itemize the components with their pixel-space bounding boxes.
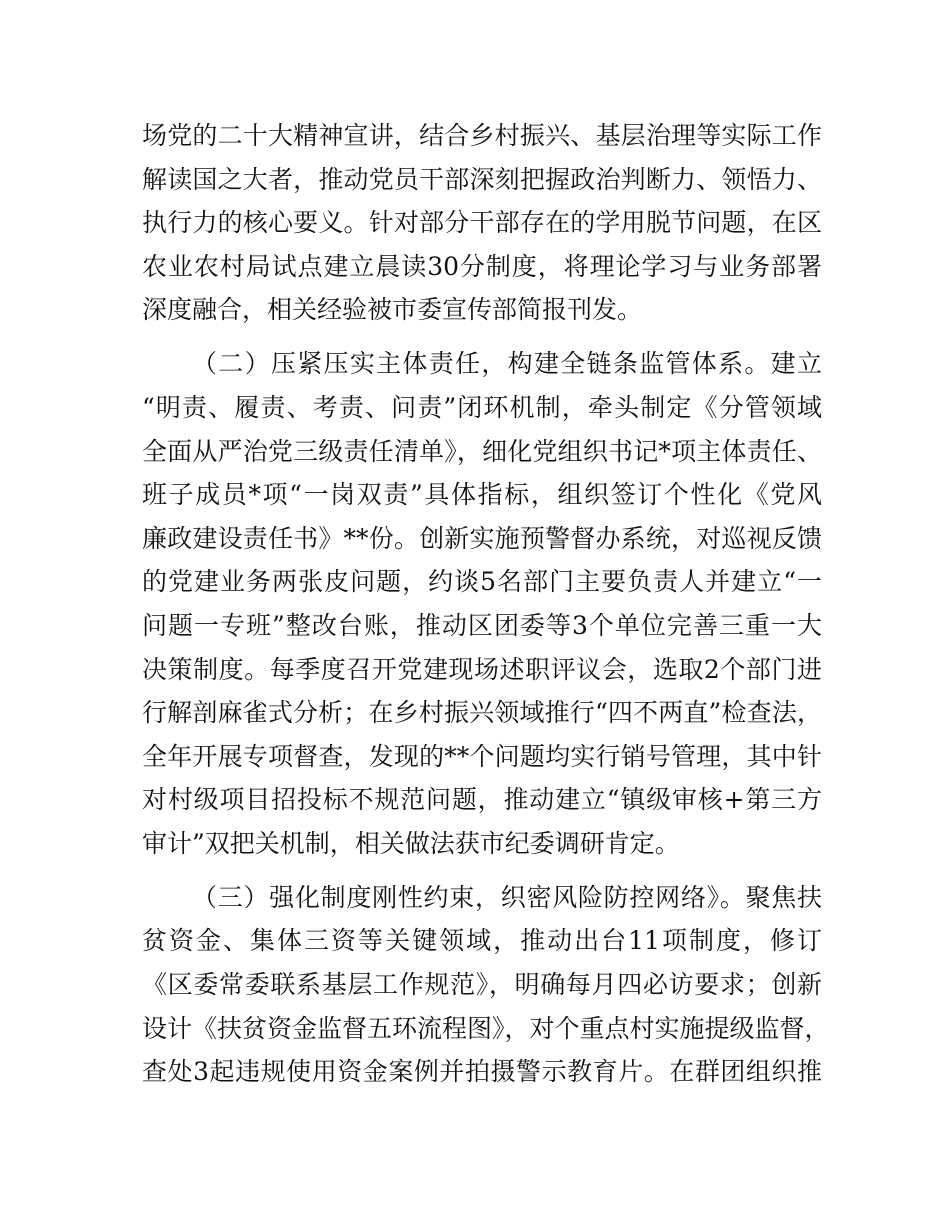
text-line: 班子成员*项“一岗双责”具体指标，组织签订个性化《党风 [142,480,822,510]
text-line: 行解剖麻雀式分析；在乡村振兴领域推行“四不两直”检查法， [142,698,822,728]
text-line: 全面从严治党三级责任清单》，细化党组织书记*项主体责任、 [142,436,822,466]
text-line: 设计《扶贫资金监督五环流程图》，对个重点村实施提级监督， [142,1013,830,1043]
paragraph-1 [142,114,822,332]
text-line: 全年开展专项督查，发现的**个问题均实行销号管理，其中针 [142,741,822,771]
text-line: 决策制度。每季度召开党建现场述职评议会，选取2个部门进 [142,654,822,684]
text-line: 解读国之大者，推动党员干部深刻把握政治判断力、领悟力、 [142,164,822,194]
text-line: 审计”双把关机制，相关做法获市纪委调研肯定。 [142,828,680,858]
text-line: 查处3起违规使用资金案例并拍摄警示教育片。在群团组织推 [142,1057,822,1087]
paragraph-3 [142,876,830,1094]
section-heading-line: （二）压紧压实主体责任，构建全链条监管体系。建立 [192,349,822,379]
text-line: 《区委常委联系基层工作规范》，明确每月四必访要求；创新 [142,970,822,1000]
text-line: 农业农村局试点建立晨读30分制度，将理论学习与业务部署 [142,251,822,281]
paragraph-2 [142,342,822,865]
text-line: 对村级项目招投标不规范问题，推动建立“镇级审核+第三方 [142,785,822,815]
text-line: 的党建业务两张皮问题，约谈5名部门主要负责人并建立“一 [142,567,822,597]
text-line: 深度融合，相关经验被市委宣传部简报刊发。 [142,295,643,325]
text-line: 场党的二十大精神宣讲，结合乡村振兴、基层治理等实际工作 [142,121,822,150]
section-heading-line: （三）强化制度刚性约束，织密风险防控网络》。聚焦扶 [192,882,822,912]
text-line: 廉政建设责任书》**份。创新实施预警督办系统，对巡视反馈 [142,523,822,553]
text-line: 执行力的核心要义。针对部分干部存在的学用脱节问题，在区 [142,208,822,238]
text-line: 问题一专班”整改台账，推动区团委等3个单位完善三重一大 [142,610,822,640]
text-line: 贫资金、集体三资等关键领域，推动出台11项制度，修订 [142,926,822,956]
body-text [142,114,830,1094]
text-line: “明责、履责、考责、问责”闭环机制，牵头制定《分管领域 [142,392,822,422]
